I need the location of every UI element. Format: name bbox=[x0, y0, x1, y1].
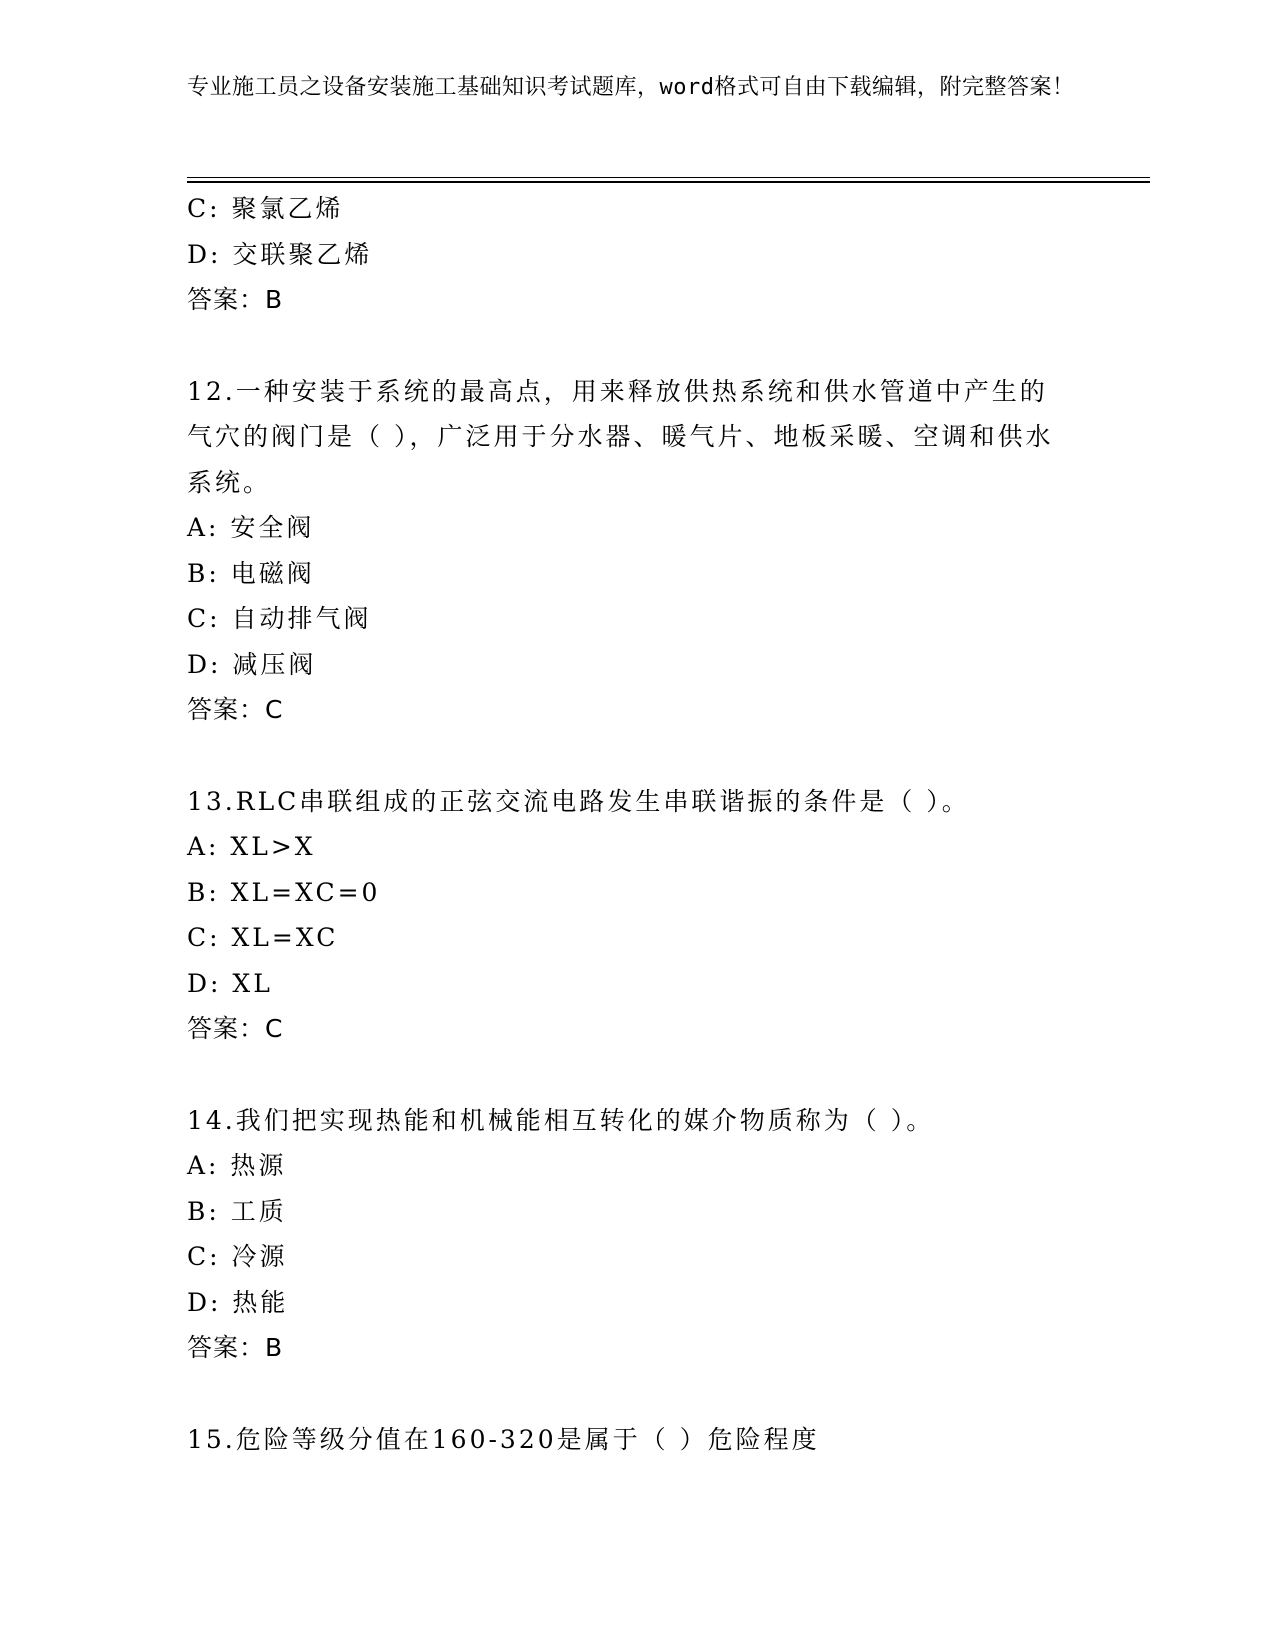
question-block-14 bbox=[187, 1098, 1087, 1371]
spacer bbox=[187, 1052, 1087, 1098]
question-list bbox=[187, 186, 1087, 1462]
question-text: 13.RLC串联组成的正弦交流电路发生串联谐振的条件是（ ）。 bbox=[187, 786, 970, 816]
option-c: C: XL=XC bbox=[187, 923, 339, 952]
option-c: C: 冷源 bbox=[187, 1242, 288, 1271]
option-a: A: 安全阀 bbox=[187, 513, 315, 542]
answer-line: 答案：B bbox=[187, 1333, 284, 1362]
option-a: A: 热源 bbox=[187, 1151, 287, 1180]
option-d: D: 热能 bbox=[187, 1287, 289, 1317]
option-d: D: XL bbox=[187, 968, 273, 998]
question-block-15 bbox=[187, 1417, 1087, 1463]
option-b: B: 工质 bbox=[187, 1196, 287, 1226]
question-block-12 bbox=[187, 369, 1087, 733]
header-rule-thin bbox=[187, 177, 1150, 178]
document-header: 专业施工员之设备安装施工基础知识考试题库，word格式可自由下载编辑，附完整答案！ bbox=[187, 75, 1075, 100]
option-a: A: XL>X bbox=[187, 832, 316, 861]
question-block-13 bbox=[187, 779, 1087, 1052]
spacer bbox=[187, 1371, 1087, 1417]
answer-line: 答案：C bbox=[187, 1014, 284, 1043]
question-text: 14.我们把实现热能和机械能相互转化的媒介物质称为（ ）。 bbox=[187, 1105, 935, 1135]
answer-line: 答案：B bbox=[187, 285, 284, 314]
question-block-11 bbox=[187, 186, 1087, 323]
option-d: D: 减压阀 bbox=[187, 649, 317, 679]
option-b: B: 电磁阀 bbox=[187, 558, 315, 588]
option-c: C: 自动排气阀 bbox=[187, 604, 372, 633]
option-b: B: XL=XC=0 bbox=[187, 877, 381, 907]
header-rule-thick bbox=[187, 181, 1150, 183]
spacer bbox=[187, 323, 1087, 369]
option-d: D: 交联聚乙烯 bbox=[187, 239, 373, 269]
spacer bbox=[187, 733, 1087, 779]
question-text: 12.一种安装于系统的最高点，用来释放供热系统和供水管道中产生的气穴的阀门是（ ），广泛用于分水器、暖气片、地板采暖、空调和供水系统。 bbox=[187, 376, 1054, 497]
option-c: C: 聚氯乙烯 bbox=[187, 194, 344, 223]
question-text: 15.危险等级分值在160-320是属于（ ）危险程度 bbox=[187, 1424, 820, 1454]
answer-line: 答案：C bbox=[187, 695, 284, 724]
